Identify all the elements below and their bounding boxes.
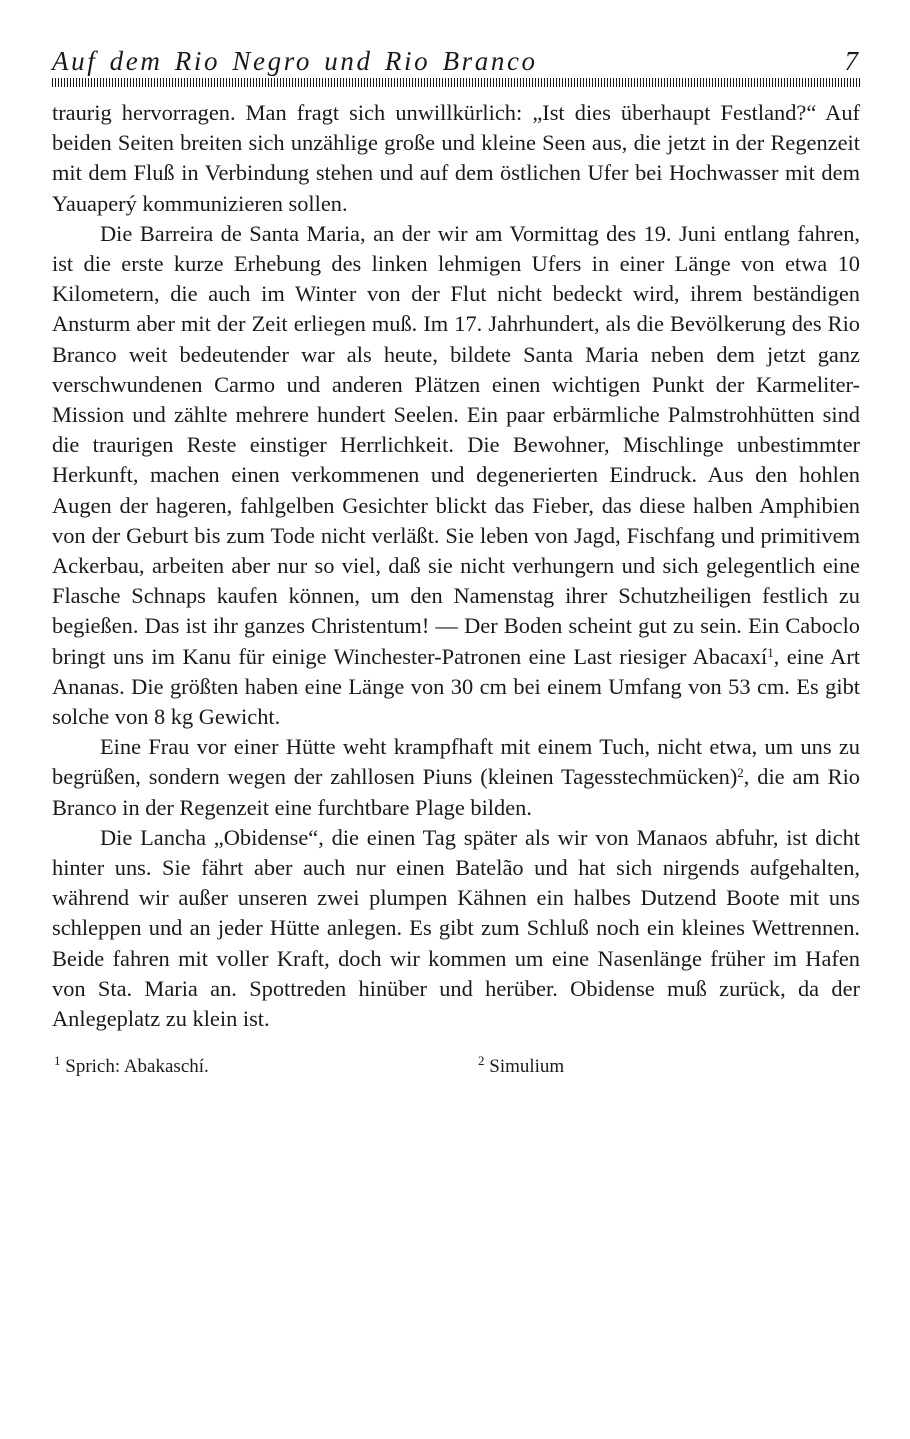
running-title: Auf dem Rio Negro und Rio Branco	[52, 46, 538, 76]
footnote-reference: 2	[737, 765, 744, 781]
body-text	[52, 98, 860, 1034]
footnote	[54, 1053, 209, 1078]
footnote-mark: 2	[478, 1053, 485, 1069]
paragraph-text: Eine Frau vor einer Hütte weht krampfhaft mit einem Tuch, nicht etwa, um uns zu begrüßen, sondern wegen der zahllosen Piuns (kleinen Tagesstechmücken)	[52, 734, 860, 790]
paragraph	[52, 823, 860, 1034]
footnote	[478, 1053, 565, 1078]
page-number: 7	[844, 46, 858, 76]
running-head	[52, 44, 860, 84]
paragraph-text: Die Lancha „Obidense“, die einen Tag später als wir von Manaos abfuhr, ist dicht hinter uns. Sie fährt aber auch nur einen Batelão und hat sich nirgends aufgehalten, während wir außer unseren zwei plumpen Kähnen ein halbes Dutzend Boote mit uns schleppen und an jeder Hütte anlegen. Es gibt zum Schluß noch ein kleines Wettrennen. Beide fahren mit voller Kraft, doch wir kommen um eine Nasenlänge früher im Hafen von Sta. Maria an. Spottreden hinüber und herüber. Obidense muß zurück, da der Anlegeplatz zu klein ist.	[52, 824, 860, 1032]
paragraph-text: , eine Art Ananas. Die größten haben eine Länge von 30 cm bei einem Umfang von 53 cm. Es gibt solche von 8 kg Gewicht.	[52, 643, 860, 730]
paragraph-text: , die am Rio Branco in der Regenzeit eine furchtbare Plage bilden.	[52, 764, 860, 820]
footnote-text: Sprich: Abakaschí.	[65, 1056, 209, 1078]
footnote-text: Simulium	[489, 1056, 565, 1078]
paragraph	[52, 219, 860, 732]
paragraph-text: traurig hervorragen. Man fragt sich unwillkürlich: „Ist dies überhaupt Festland?“ Auf beiden Seiten breiten sich unzählige große und kleine Seen aus, die jetzt in der Regenzeit mit dem Fluß in Verbindung stehen und auf dem östlichen Ufer bei Hochwasser mit dem Yauaperý kommunizieren sollen.	[52, 100, 860, 216]
decorative-rule	[52, 78, 860, 87]
book-page	[52, 44, 860, 1086]
paragraph	[52, 98, 860, 219]
paragraph-text: Die Barreira de Santa Maria, an der wir am Vormittag des 19. Juni entlang fahren, ist die erste kurze Erhebung des linken lehmigen Ufers in einer Länge von etwa 10 Kilometern, die auch im Winter von der Flut nicht bedeckt wird, ihrem beständigen Ansturm aber mit der Zeit erliegen muß. Im 17. Jahrhundert, als die Bevölkerung des Rio Branco weit bedeutender war als heute, bildete Santa Maria neben dem jetzt ganz verschwundenen Carmo und anderen Plätzen einen wichtigen Punkt der Karmeliter-Mission und zählte mehrere hundert Seelen. Ein paar erbärmliche Palmstrohhütten sind die traurigen Reste einstiger Herrlichkeit. Die Bewohner, Mischlinge unbestimmter Herkunft, machen einen verkommenen und degenerierten Eindruck. Aus den hohlen Augen der hageren, fahlgelben Gesichter blickt das Fieber, das diese halben Amphibien von der Geburt bis zum Tode nicht verläßt. Sie leben von Jagd, Fischfang und primitivem Ackerbau, arbeiten aber nur so viel, daß sie nicht verhungern und sich gelegentlich eine Flasche Schnaps kaufen können, um den Namenstag ihrer Schutzheiligen festlich zu begießen. Das ist ihr ganzes Christentum! — Der Boden scheint gut zu sein. Ein Caboclo bringt uns im Kanu für einige Winchester-Patronen eine Last riesiger Abacaxí	[52, 220, 860, 669]
footnote-mark: 1	[54, 1053, 61, 1069]
paragraph	[52, 732, 860, 823]
footnotes	[52, 1053, 860, 1086]
footnote-reference: 1	[767, 644, 774, 660]
